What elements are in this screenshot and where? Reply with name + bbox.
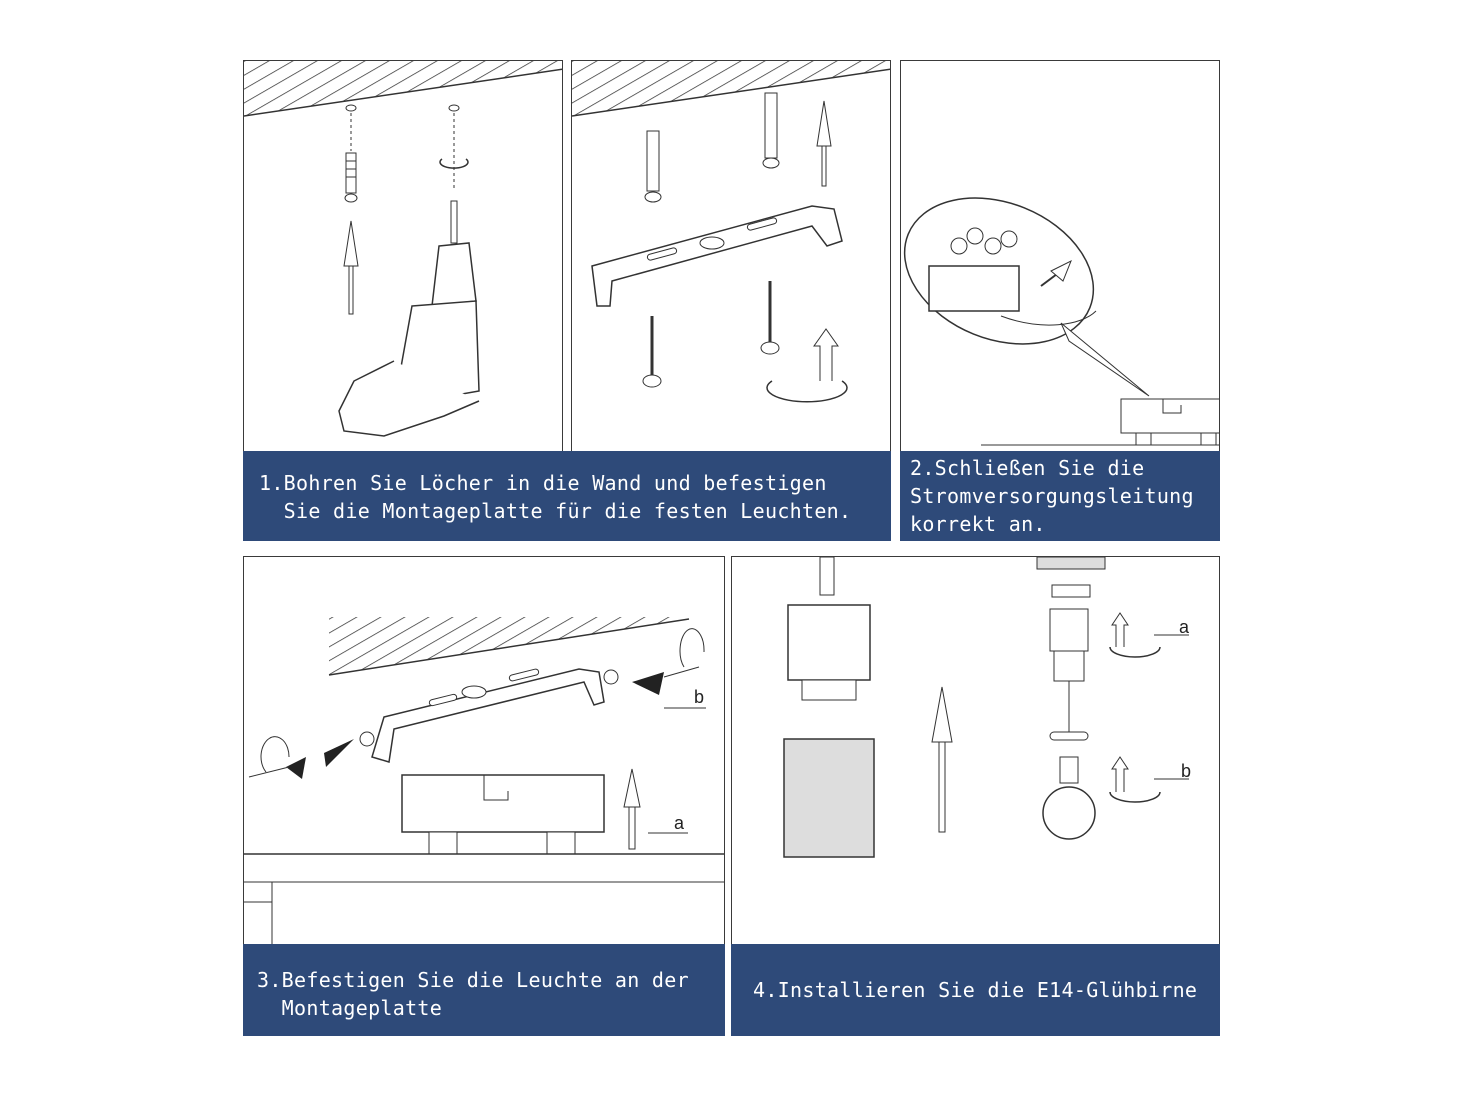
step3-caption: [243, 944, 725, 1036]
bulb-install-illustration: [732, 557, 1220, 946]
step2-caption-line3: korrekt an.: [910, 512, 1046, 536]
panel-step1-bracket: [571, 60, 891, 452]
step2-caption: [900, 451, 1220, 541]
panel-step1-drilling: [243, 60, 563, 452]
step4-caption: [731, 944, 1220, 1036]
panel-step4-bulb: [731, 556, 1220, 946]
step4-caption-line1: 4.Installieren Sie die E14-Glühbirne: [753, 978, 1198, 1002]
step4-label-a: a: [1179, 617, 1190, 637]
panel-step2-wiring: [900, 60, 1220, 452]
step3-label-a: a: [674, 813, 685, 833]
step3-caption-line1: 3.Befestigen Sie die Leuchte an der: [257, 968, 689, 992]
step4-label-b: b: [1181, 761, 1192, 781]
panel-step3-fixture: [243, 556, 725, 946]
step1-caption: [243, 451, 891, 541]
step2-caption-line1: 2.Schließen Sie die: [910, 456, 1145, 480]
step1-caption-line1: 1.Bohren Sie Löcher in die Wand und befestigen: [259, 471, 827, 495]
step1-caption-line2: Sie die Montageplatte für die festen Leuchten.: [259, 499, 852, 523]
step2-caption-line2: Stromversorgungsleitung: [910, 484, 1194, 508]
terminal-block-illustration: [901, 61, 1220, 452]
step3-label-b: b: [694, 687, 705, 707]
drill-illustration: [244, 61, 563, 452]
bracket-illustration: [572, 61, 891, 452]
fixture-attach-illustration: [244, 557, 725, 946]
step3-caption-line2: Montageplatte: [257, 996, 443, 1020]
